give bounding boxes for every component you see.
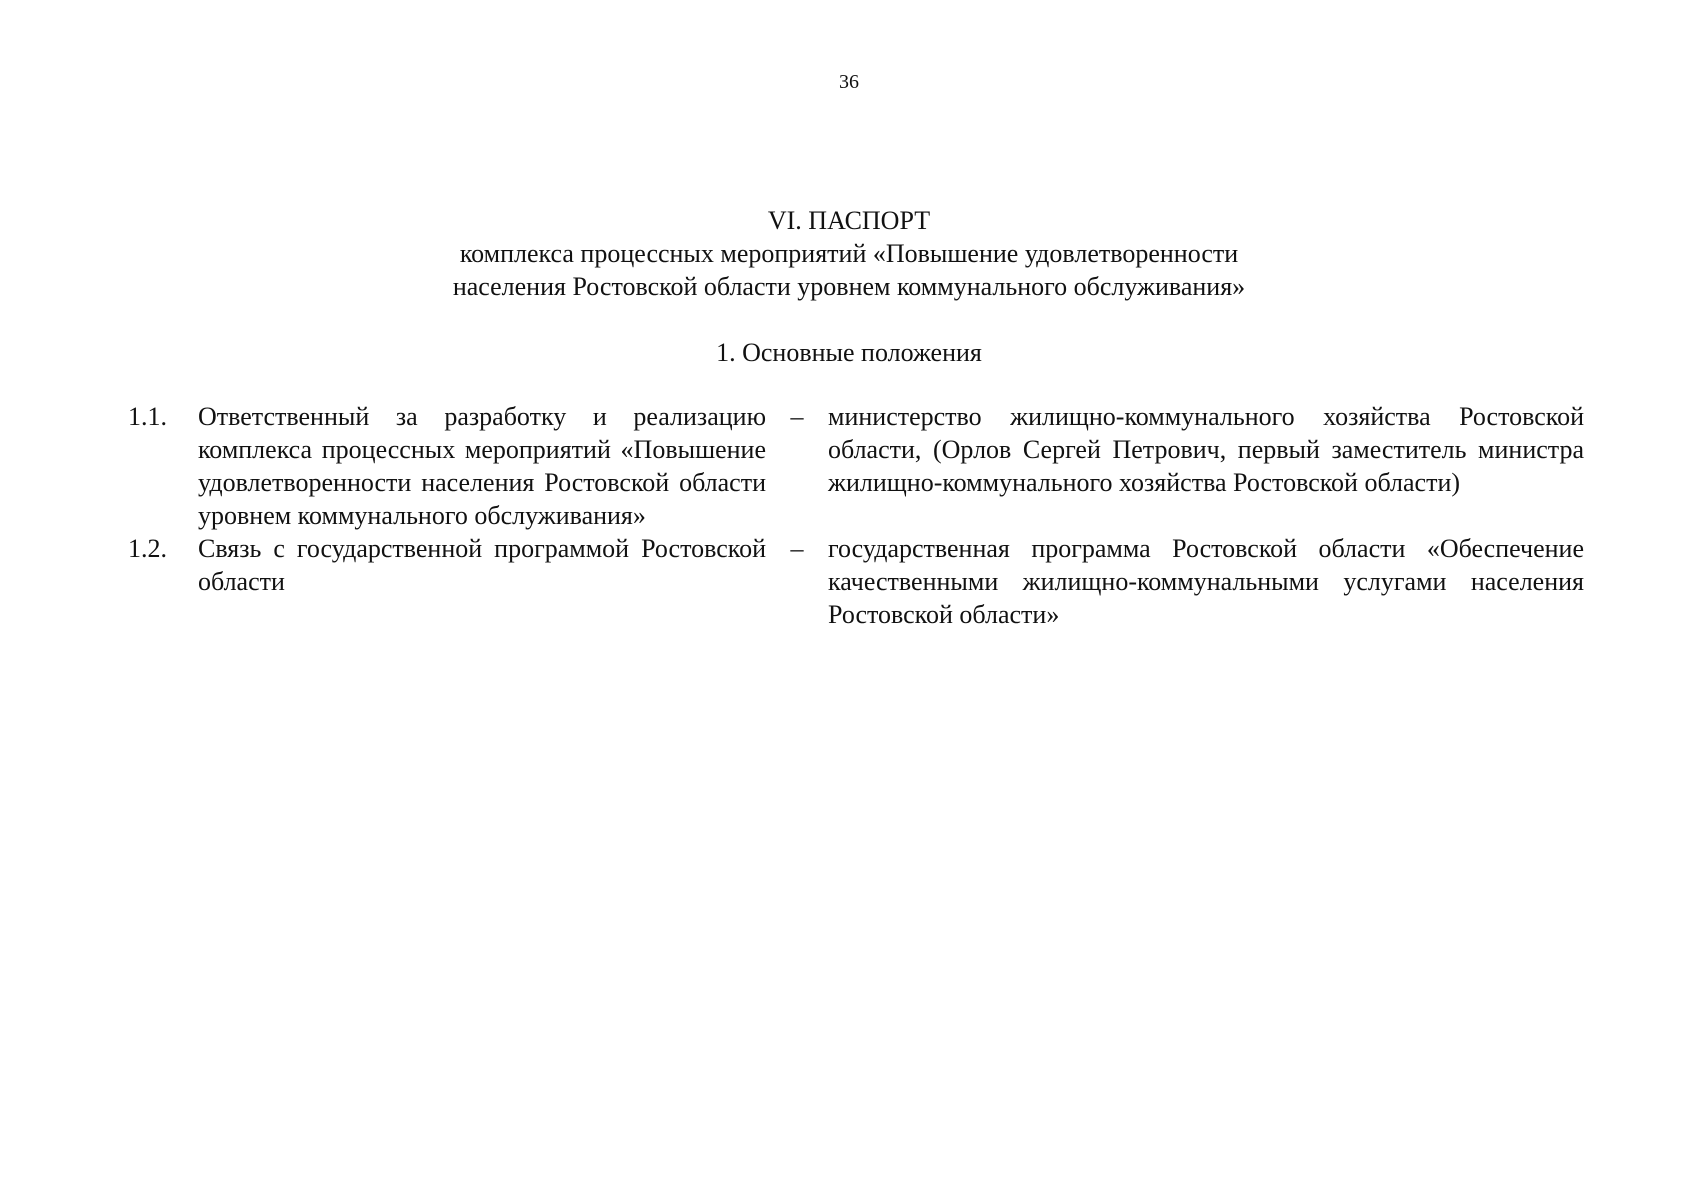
provision-item-1-2: [0, 532, 1698, 631]
provision-value: министерство жилищно-коммунального хозяйства Ростовской области, (Орлов Сергей Петрович, первый заместитель министра жилищно-коммунального хозяйства Ростовской области): [828, 402, 1584, 497]
provision-dash: –: [790, 402, 804, 431]
provisions-list: [0, 400, 1698, 631]
provision-number: 1.1.: [128, 402, 167, 431]
provision-label: Связь с государственной программой Ростовской области: [198, 534, 766, 596]
provision-label: Ответственный за разработку и реализацию комплекса процессных мероприятий «Повышение удовлетворенности населения Ростовской области уровнем коммунального обслуживания»: [198, 402, 766, 530]
provision-value: государственная программа Ростовской области «Обеспечение качественными жилищно-коммунальными услугами населения Ростовской области»: [828, 534, 1584, 629]
heading-subtitle-line-2: населения Ростовской области уровнем коммунального обслуживания»: [452, 272, 1246, 301]
heading-subtitle-line-1: комплекса процессных мероприятий «Повышение удовлетворенности: [459, 239, 1239, 268]
provision-item-1-1: [0, 400, 1698, 532]
page-number: 36: [839, 71, 859, 93]
provision-number: 1.2.: [128, 534, 167, 563]
section-title: 1. Основные положения: [716, 338, 982, 367]
heading-title: VI. ПАСПОРТ: [767, 206, 931, 235]
provision-dash: –: [790, 534, 804, 563]
document-heading: [0, 204, 1698, 303]
